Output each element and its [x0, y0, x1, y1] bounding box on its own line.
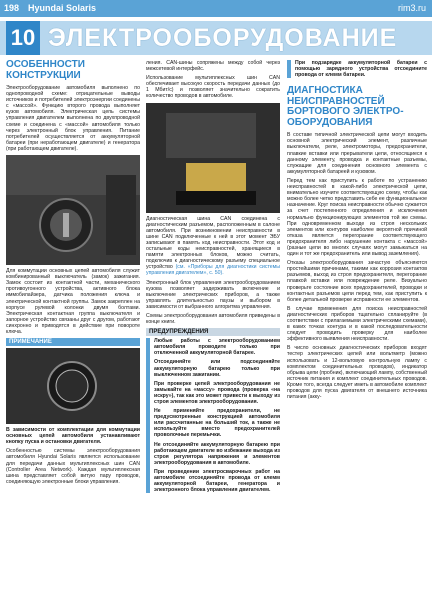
paragraph: В случае применения для поиска неисправностей диагностических приборов тщательно спланируйте (в соответствии с прилагаемыми электрическими схемами), в каких точках контура и в какой последовательности следует проводить проверку для наиболее эффективного выявления неисправности.	[287, 305, 427, 343]
warning-item: При проверке цепей электрооборудования не замыкайте на «массу» провода (проверка «на искру»), так как это может привести к выходу из строя элементов электрооборудования.	[154, 380, 280, 405]
column-1	[6, 60, 140, 488]
site-url[interactable]: rim3.ru	[397, 3, 426, 13]
warnings-box	[146, 338, 280, 493]
paragraph: Перед тем как приступить к работе по устранению неисправностей в какой-либо электрической цепи, внимательно изучите соответствующую схему, чтобы как можно более четко представить себе ее функциональное назначение. Круг поиска неисправности обычно сужается за счет постепенного определения и исключения нормально функционирующих элементов той же схемы. При одновременном выходе из строя нескольких элементов или контуров наиболее вероятной причиной отказа является перегорание соответствующего предохранителя либо нарушение контакта с «массой» (разные цепи во многих случаях могут замыкаться на один и тот же предохранитель или вывод заземления).	[287, 177, 427, 258]
warning-item: Не отсоединяйте аккумуляторную батарею при работающем двигателе во избежание выхода из строя регулятора напряжения и элементов электрооборудования в автомобиле.	[154, 441, 280, 466]
paragraph: Использование мультиплексных шин CAN обеспечивает высокую скорость передачи данных (до 1 Мбит/с) и позволяет значительно сократить количество проводов в автомобиле.	[146, 75, 280, 100]
paragraph: В число основных диагностических приборов входят тестер электрических цепей или вольтметр (можно использовать и 12-вольтовую контрольную лампу с комплектом соединительных проводов), индикатор обрыва цепи (пробник), включающий лампу, собственный источник питания и комплект соединительных проводов. Кроме того, всегда следует иметь в автомобиле комплект проводов для пуска двигателя от внешнего источника питания (акку-	[287, 345, 427, 401]
paragraph: Схемы электрооборудования автомобиля приведены в конце книги.	[146, 312, 280, 326]
warning-item: Любые работы с электрооборудованием автомобиля проводите только при отключенной аккумуляторной батарее.	[154, 338, 280, 357]
note-text: В зависимости от комплектации для коммутации основных цепей автомобиля устанавливают кнопку пуска и остановки двигателя.	[6, 427, 140, 446]
diagnostic-connector-photo	[146, 103, 280, 213]
top-note: При подзарядке аккумуляторной батареи с помощью зарядного устройства отсоедините провода от клемм батареи.	[287, 60, 427, 78]
section-heading-diagnostics: ДИАГНОСТИКА НЕИСПРАВНОСТЕЙ БОРТОВОГО ЭЛЕКТРООБОРУДОВАНИЯ	[287, 85, 404, 128]
paragraph: Для коммутации основных цепей автомобиля служит комбинированный выключатель (замок) зажигания. Замок состоит из контактной части, механического противоугонного устройства, активного блока иммобилайзера, датчика положения ключа и электрической контактной группы. Замок закреплен на корпусе рулевой колонки двумя болтами. Электрическая контактная группа выключателя и запорное устройство связаны друг с другом, работают синхронно и приводятся в действие при повороте ключа.	[6, 268, 140, 335]
warnings-header: ПРЕДУПРЕЖДЕНИЯ	[146, 328, 280, 336]
book-title: Hyundai Solaris	[28, 3, 97, 13]
paragraph: Особенностью системы электрооборудования автомобиля Hyundai Solaris является использование для передачи данных мультиплексных шин CAN (Controller Area Network). Каждая мультиплексная шина представляет собой витую пару проводов, соединяющую электронные блоки управления.	[6, 448, 140, 485]
warning-item: Отсоединяйте или подсоединяйте аккумуляторную батарею только при выключенном зажигании.	[154, 359, 280, 378]
chapter-title: ЭЛЕКТРООБОРУДОВАНИЕ	[48, 24, 398, 52]
paragraph: ления. CAN-шины сопряжены между собой через межсетевой интерфейс.	[146, 60, 280, 73]
column-3	[287, 60, 427, 403]
section-heading-design: ОСОБЕННОСТИ КОНСТРУКЦИИ	[6, 59, 85, 81]
paragraph: Диагностическая шина CAN соединена с диагностическим разъемом, расположенным в салоне автомобиля. При возникновении неисправности в шине CAN подключенные к ней в этот момент ЭБУ записывают в память код неисправности. Этот код и остальные коды неисправностей, хранящиеся в памяти электронных блоков, можно считать, подключив к диагностическому разъему специальное устройство (см. «Приборы для диагностики системы управления двигателем», с. 50).	[146, 215, 280, 277]
paragraph: В составе типичной электрической цепи могут входить основной электрический элемент, различные выключатели, реле, электромоторы, предохранители, плавкие вставки или прерыватели цепи, относящиеся к данному элементу, проводка и контактные разъемы, служащие для соединения основного элемента с аккумуляторной батареей и кузовом.	[287, 132, 427, 175]
paragraph: Электронный блок управления электрооборудованием кузова позволяет задерживать включение и выключение электрических приборов, а также управлять длительностью паузы и выбором в зависимости от выбранного алгоритма управления.	[146, 279, 280, 310]
chapter-number: 10	[6, 21, 40, 55]
page-header	[0, 0, 432, 17]
column-2	[146, 60, 280, 496]
paragraph: Электрооборудование автомобиля выполнено по однопроводной схеме: отрицательные выводы источников и потребителей электроэнергии соединены с «массой». Функцию второго провода выполняет кузов автомобиля. Электрическая цепь системы управления двигателем выполнена по двухпроводной схеме и соединена с «массой» автомобиля только через электронный блок управления. Питание потребителей осуществляется от аккумуляторной батареи (при неработающем двигателе) и генератора (при работающем двигателе).	[6, 85, 140, 152]
cross-reference-link[interactable]: (см. «Приборы для диагностики системы управления двигателем», с. 50).	[146, 264, 280, 277]
ignition-switch-photo	[6, 155, 140, 265]
start-button-photo	[6, 348, 140, 424]
page-number: 198	[4, 3, 20, 13]
chapter-banner	[0, 21, 432, 55]
warning-item: При проведении электросварочных работ на автомобиле отсоединяйте провода от клемм аккумуляторной батареи, генератора и электронного блока управления двигателем.	[154, 468, 280, 494]
paragraph: Отказы электрооборудования зачастую объясняются простейшими причинами, такими как коррозия контактов разъемов, выход из строя предохранителя, перегорание плавкой вставки или повреждение реле. Визуально проверьте состояние всех предохранителей, проводки и контактных разъемов цепи перед тем, как приступить к более детальной проверке исправности ее элементов.	[287, 260, 427, 303]
warning-item: Не применяйте предохранители, не предусмотренные конструкцией автомобиля или рассчитанные на больший ток, а также не используйте вместо предохранителей проволочные перемычки.	[154, 408, 280, 439]
note-header: ПРИМЕЧАНИЕ	[6, 338, 140, 346]
